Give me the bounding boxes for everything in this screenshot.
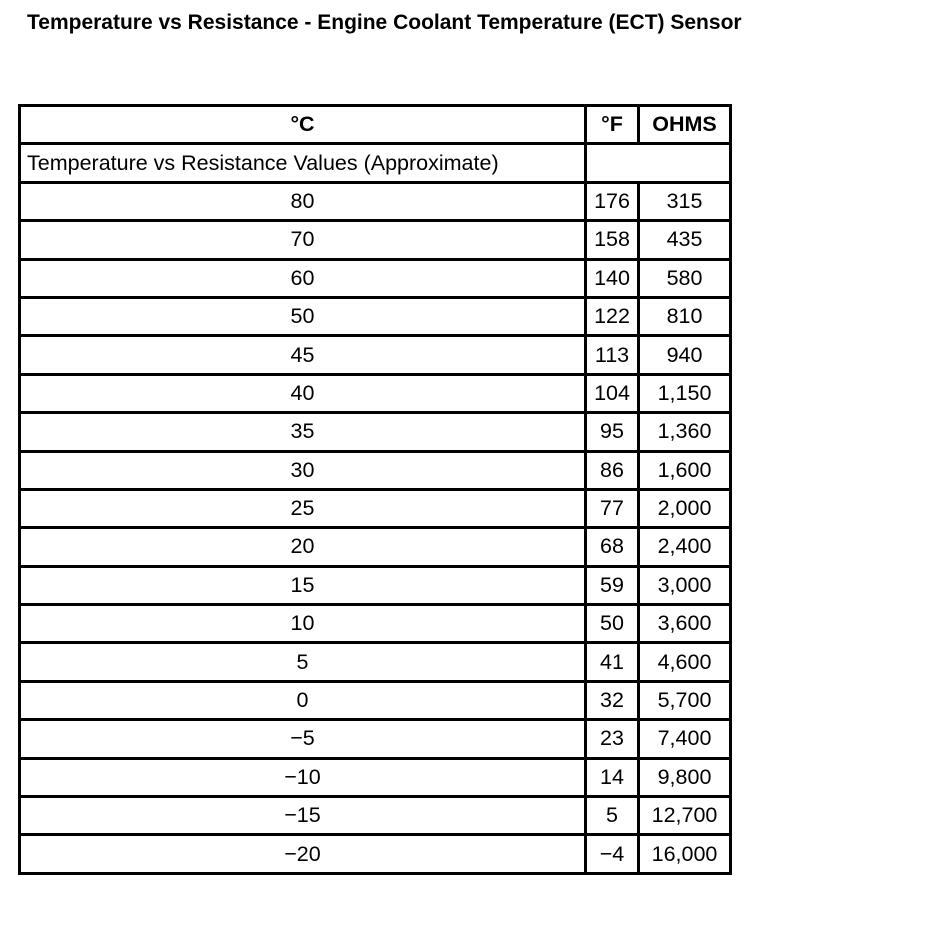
table-row — [20, 605, 731, 643]
table-row — [20, 259, 731, 297]
table-body — [20, 144, 731, 873]
table-row — [20, 528, 731, 566]
cell-celsius: 5 — [20, 643, 586, 681]
cell-ohms: 3,000 — [639, 566, 731, 604]
cell-fahrenheit: 104 — [586, 374, 639, 412]
cell-ohms: 7,400 — [639, 720, 731, 758]
table-row — [20, 758, 731, 796]
description-cell: Temperature vs Resistance Values (Approximate) — [20, 144, 586, 182]
cell-ohms: 12,700 — [639, 797, 731, 835]
table-row — [20, 797, 731, 835]
table-row — [20, 297, 731, 335]
cell-ohms: 4,600 — [639, 643, 731, 681]
table-row — [20, 413, 731, 451]
cell-fahrenheit: 113 — [586, 336, 639, 374]
table-row — [20, 720, 731, 758]
cell-celsius: 10 — [20, 605, 586, 643]
cell-fahrenheit: 14 — [586, 758, 639, 796]
cell-ohms: 1,150 — [639, 374, 731, 412]
table-row — [20, 374, 731, 412]
table-row — [20, 182, 731, 220]
table-row — [20, 221, 731, 259]
cell-ohms: 810 — [639, 297, 731, 335]
description-row — [20, 144, 731, 182]
cell-celsius: −5 — [20, 720, 586, 758]
cell-fahrenheit: 32 — [586, 681, 639, 719]
cell-fahrenheit: 68 — [586, 528, 639, 566]
table-row — [20, 451, 731, 489]
header-celsius: °C — [20, 106, 586, 144]
cell-fahrenheit: 50 — [586, 605, 639, 643]
cell-ohms: 5,700 — [639, 681, 731, 719]
cell-celsius: 0 — [20, 681, 586, 719]
cell-celsius: 50 — [20, 297, 586, 335]
cell-ohms: 315 — [639, 182, 731, 220]
cell-celsius: 25 — [20, 489, 586, 527]
cell-fahrenheit: 140 — [586, 259, 639, 297]
cell-ohms: 1,360 — [639, 413, 731, 451]
header-ohms: OHMS — [639, 106, 731, 144]
cell-celsius: 15 — [20, 566, 586, 604]
cell-ohms: 1,600 — [639, 451, 731, 489]
cell-fahrenheit: 59 — [586, 566, 639, 604]
cell-celsius: 30 — [20, 451, 586, 489]
cell-fahrenheit: 95 — [586, 413, 639, 451]
table-row — [20, 336, 731, 374]
cell-celsius: −15 — [20, 797, 586, 835]
cell-celsius: 70 — [20, 221, 586, 259]
cell-celsius: 40 — [20, 374, 586, 412]
table-row — [20, 681, 731, 719]
cell-fahrenheit: −4 — [586, 835, 639, 873]
cell-celsius: 60 — [20, 259, 586, 297]
cell-ohms: 580 — [639, 259, 731, 297]
table-row — [20, 643, 731, 681]
cell-fahrenheit: 23 — [586, 720, 639, 758]
cell-celsius: −10 — [20, 758, 586, 796]
page-title: Temperature vs Resistance - Engine Coolant Temperature (ECT) Sensor — [27, 11, 742, 34]
table-row — [20, 566, 731, 604]
cell-fahrenheit: 158 — [586, 221, 639, 259]
description-empty-cell — [586, 144, 731, 182]
cell-ohms: 9,800 — [639, 758, 731, 796]
cell-ohms: 940 — [639, 336, 731, 374]
table-row — [20, 489, 731, 527]
cell-fahrenheit: 41 — [586, 643, 639, 681]
cell-celsius: 20 — [20, 528, 586, 566]
header-row — [20, 106, 731, 144]
cell-fahrenheit: 122 — [586, 297, 639, 335]
cell-ohms: 2,400 — [639, 528, 731, 566]
header-fahrenheit: °F — [586, 106, 639, 144]
cell-ohms: 3,600 — [639, 605, 731, 643]
cell-ohms: 435 — [639, 221, 731, 259]
cell-fahrenheit: 77 — [586, 489, 639, 527]
cell-celsius: 45 — [20, 336, 586, 374]
table-row — [20, 835, 731, 873]
cell-fahrenheit: 5 — [586, 797, 639, 835]
cell-celsius: 80 — [20, 182, 586, 220]
cell-ohms: 16,000 — [639, 835, 731, 873]
cell-fahrenheit: 86 — [586, 451, 639, 489]
cell-ohms: 2,000 — [639, 489, 731, 527]
ect-resistance-table — [18, 104, 732, 875]
cell-celsius: −20 — [20, 835, 586, 873]
cell-fahrenheit: 176 — [586, 182, 639, 220]
cell-celsius: 35 — [20, 413, 586, 451]
table-container — [18, 104, 732, 875]
